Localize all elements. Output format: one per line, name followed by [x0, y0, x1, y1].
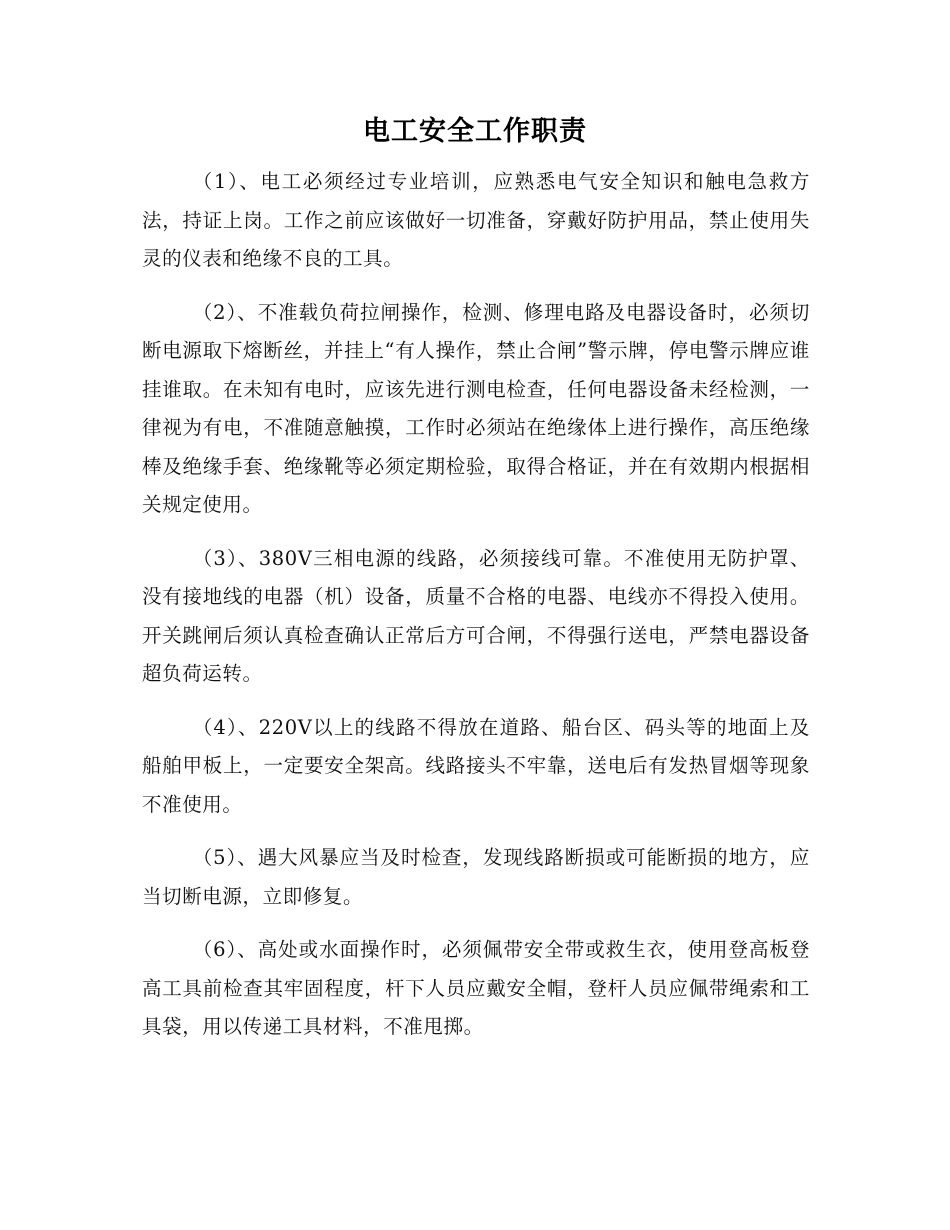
paragraph-5: （5）、遇大风暴应当及时检查，发现线路断损或可能断损的地方，应当切断电源，立即修复。 [142, 846, 810, 908]
paragraph-4: （4）、220V以上的线路不得放在道路、船台区、码头等的地面上及船舶甲板上，一定要安全架高。线路接头不牢靠，送电后有发热冒烟等现象不准使用。 [142, 715, 810, 816]
paragraph-3: （3）、380V三相电源的线路，必须接线可靠。不准使用无防护罩、没有接地线的电器（机）设备，质量不合格的电器、电线亦不得投入使用。开关跳闸后须认真检查确认正常后方可合闸，不得强行送电，严禁电器设备超负荷运转。 [142, 546, 810, 685]
paragraph-6: （6）、高处或水面操作时，必须佩带安全带或救生衣，使用登高板登高工具前检查其牢固程度，杆下人员应戴安全帽，登杆人员应佩带绳索和工具袋，用以传递工具材料，不准甩掷。 [142, 938, 810, 1038]
paragraph-2: （2）、不准载负荷拉闸操作，检测、修理电路及电器设备时，必须切断电源取下熔断丝，并挂上“有人操作，禁止合闸”警示牌，停电警示牌应谁挂谁取。在未知有电时，应该先进行测电检查，任何电器设备未经检测，一律视为有电，不准随意触摸，工作时必须站在绝缘体上进行操作，高压绝缘棒及绝缘手套、绝缘靴等必须定期检验，取得合格证，并在有效期内根据相关规定使用。 [142, 300, 810, 516]
paragraph-1: （1）、电工必须经过专业培训，应熟悉电气安全知识和触电急救方法，持证上岗。工作之前应该做好一切准备，穿戴好防护用品，禁止使用失灵的仪表和绝缘不良的工具。 [142, 170, 810, 270]
document-title: 电工安全工作职责 [363, 116, 587, 147]
document-body [142, 163, 810, 1062]
